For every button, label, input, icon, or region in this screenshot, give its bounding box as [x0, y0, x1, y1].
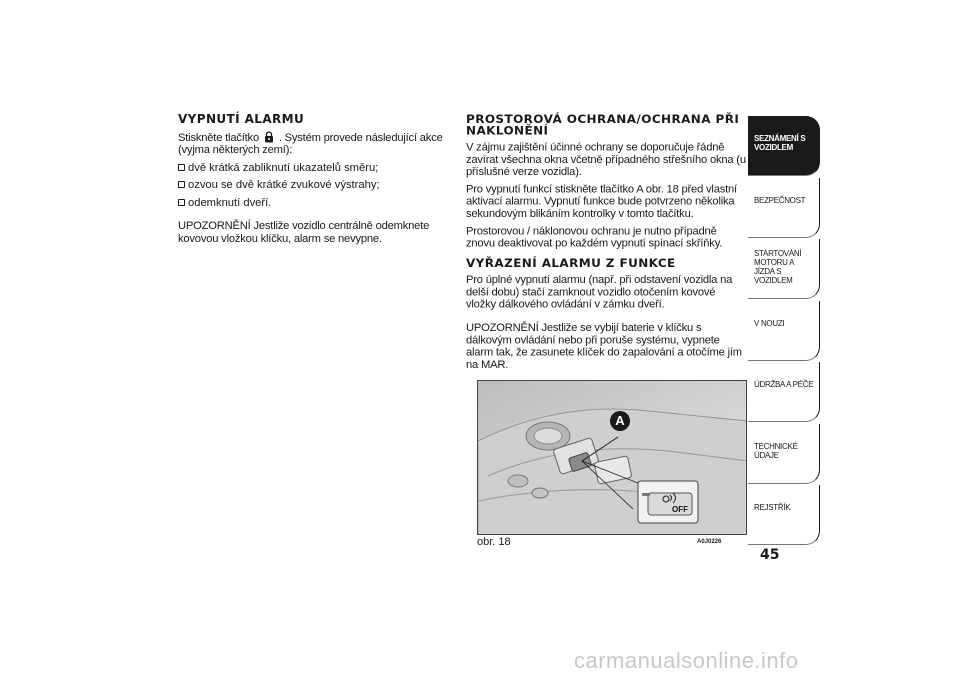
roof-console-illustration — [478, 381, 747, 535]
intro-paragraph: Stiskněte tlačítko . Systém provede následující akce (vyjma některých zemí): — [178, 131, 443, 157]
left-column — [178, 114, 450, 251]
note-paragraph: UPOZORNĚNÍ Jestliže vozidlo centrálně odemknete kovovou vložkou klíčku, alarm se nevypne. — [178, 220, 430, 246]
checkbox-bullet-icon — [178, 199, 185, 206]
tab-safety[interactable]: BEZPEČNOST — [748, 178, 820, 238]
callout-a: A — [610, 411, 630, 431]
paragraph: Pro úplné vypnutí alarmu (např. při odstavení vozidla na delší dobu) stačí zamknout vozidlo otočením kovové vložky dálkového ovládání v zámku dveří. — [466, 274, 733, 311]
paragraph: V zájmu zajištění účinné ochrany se doporučuje řádně zavírat všechna okna včetně případného střešního okna (u příslušné verze vozidla). — [466, 141, 746, 178]
paragraph: Pro vypnutí funkcí stiskněte tlačítko A obr. 18 před vlastní aktivací alarmu. Vypnutí funkce bude potvrzeno několika sekundovým blikáním kontrolky v tomto tlačítku. — [466, 183, 737, 220]
tab-index[interactable]: REJSTŘÍK — [748, 485, 820, 545]
figure-caption: obr. 18 — [477, 536, 511, 548]
list-item: ozvou se dvě krátké zvukové výstrahy; — [178, 179, 450, 192]
chapter-tabs — [748, 116, 820, 547]
list-item: dvě krátká zabliknutí ukazatelů směru; — [178, 162, 450, 175]
tab-maintenance[interactable]: ÚDRŽBA A PÉČE — [748, 362, 820, 422]
figure-roof-console — [477, 380, 747, 535]
tab-technical-data[interactable]: TECHNICKÉ ÚDAJE — [748, 424, 820, 484]
paragraph: UPOZORNĚNÍ Jestliže se vybijí baterie v klíčku s dálkovým ovládání nebo při poruše systému, vypnete alarm tak, že zasunete klíček do zapalování a otočíme jím na MAR. — [466, 322, 742, 371]
checkbox-bullet-icon — [178, 181, 185, 188]
list-item: odemknutí dveří. — [178, 197, 450, 210]
heading-alarm-disable: VYŘAZENÍ ALARMU Z FUNKCE — [466, 256, 676, 270]
figure-code: A0J0226 — [697, 539, 722, 545]
tab-starting-driving[interactable]: STARTOVÁNÍ MOTORU A JÍZDA S VOZIDLEM — [748, 239, 820, 299]
tab-getting-to-know[interactable]: SEZNÁMENÍ S VOZIDLEM — [748, 116, 820, 176]
paragraph: Prostorovou / náklonovou ochranu je nutno případně znovu deaktivovat po každém vypnutí spínací skříňky. — [466, 225, 723, 250]
heading-alarm-off: VYPNUTÍ ALARMU — [178, 112, 305, 126]
watermark: carmanualsonline.info — [574, 648, 799, 673]
lock-icon — [264, 131, 274, 143]
off-button-label: OFF — [672, 505, 688, 514]
page-number: 45 — [760, 547, 780, 563]
heading-volumetric-protection: PROSTOROVÁ OCHRANA/OCHRANA PŘI NAKLONĚNÍ — [466, 112, 740, 138]
tab-emergency[interactable]: V NOUZI — [748, 301, 820, 361]
checkbox-bullet-icon — [178, 164, 185, 171]
right-column — [466, 114, 748, 376]
